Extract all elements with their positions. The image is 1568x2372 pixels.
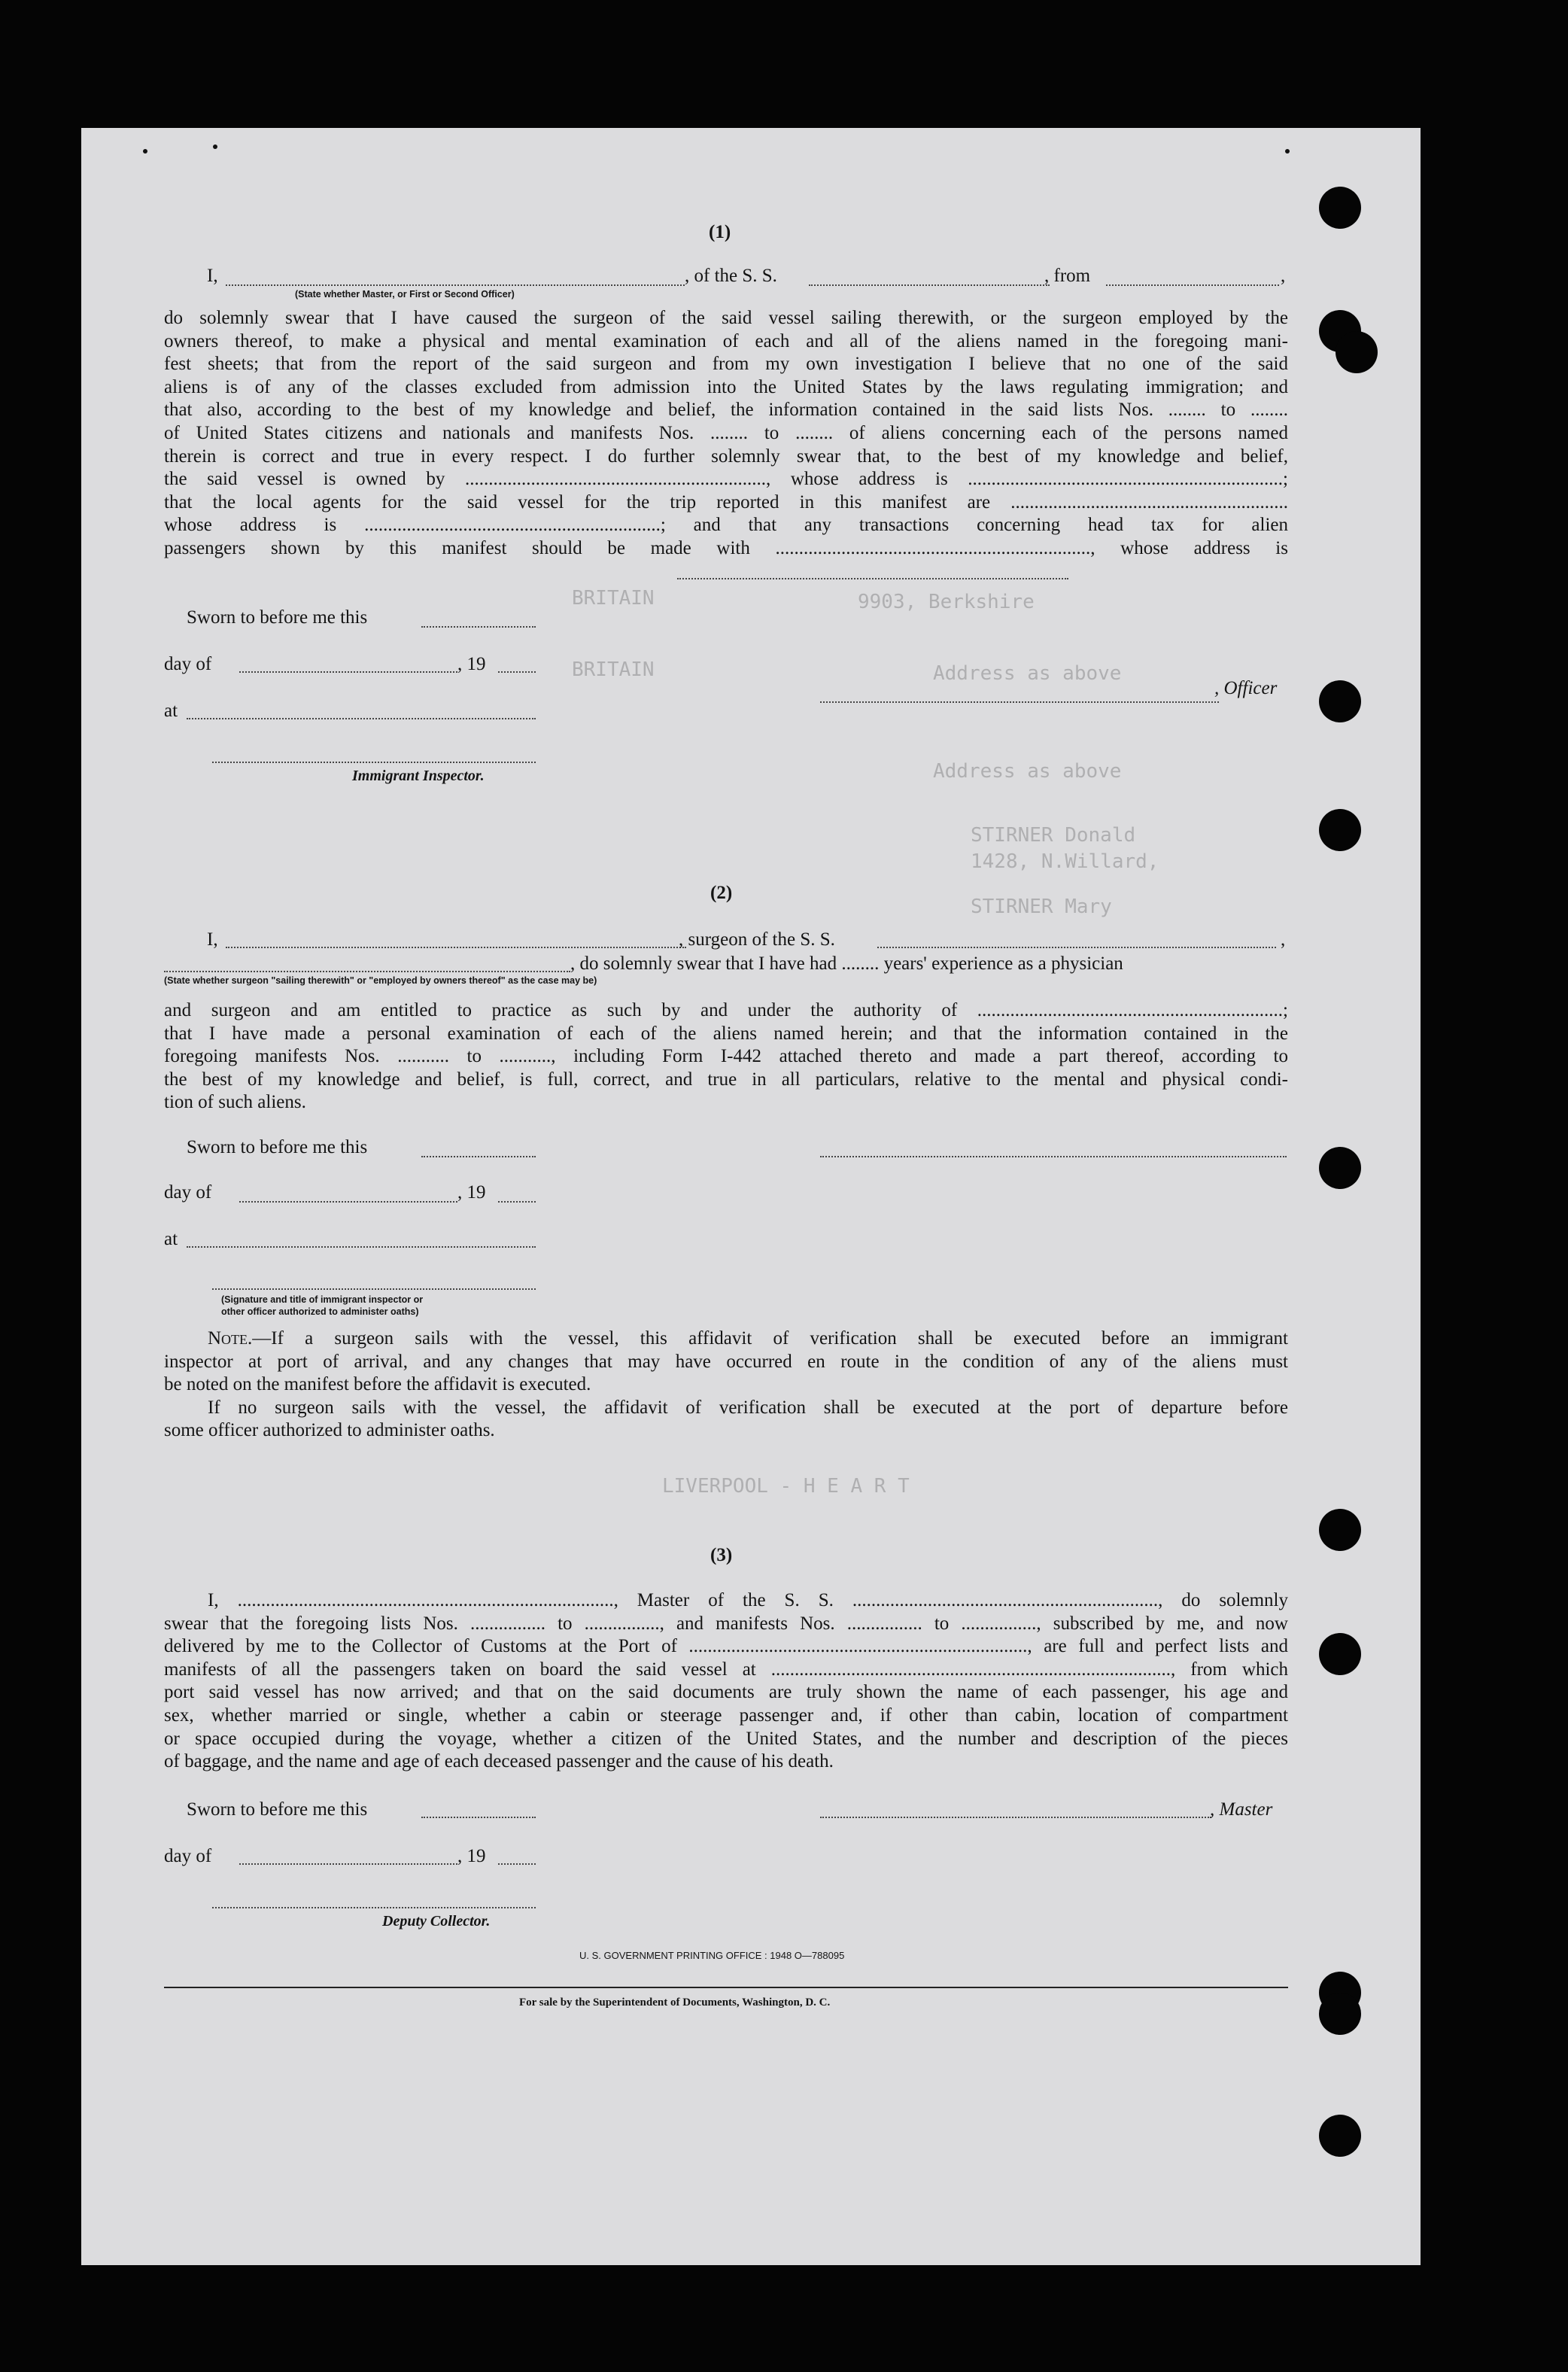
- signature-caption: (Signature and title of immigrant inspector or: [221, 1294, 424, 1305]
- s1-line: fest sheets; that from the report of the said surgeon and from my own investigation I believe that no one of the said: [164, 354, 1288, 375]
- day-of-field[interactable]: [239, 1201, 457, 1203]
- officer-name-field[interactable]: [226, 284, 685, 286]
- s3-line: or space occupied during the voyage, whether a citizen of the United States, and the number and description of the pieces: [164, 1728, 1288, 1749]
- at-field[interactable]: [187, 1246, 536, 1248]
- trailing-comma: ,: [1281, 266, 1286, 286]
- officer-signature-field[interactable]: [820, 701, 1219, 703]
- surgeon-caption: (State whether surgeon "sailing therewith" or "employed by owners thereof" as the case may be): [164, 975, 597, 986]
- master-signature-field[interactable]: [820, 1817, 1211, 1818]
- year-label: , 19: [457, 1846, 486, 1866]
- s3-line: sex, whether married or single, whether a cabin or steerage passenger and, if other than cabin, location of compartment: [164, 1704, 1288, 1726]
- surgeon-signature-field[interactable]: [820, 1156, 1287, 1157]
- s1-line: the said vessel is owned by ................................................................, whose address is ...................................................................;: [164, 469, 1288, 490]
- punch-hole: [1319, 809, 1361, 851]
- section1-paragraph: [164, 307, 1288, 561]
- collector-label: Deputy Collector.: [382, 1913, 491, 1930]
- officer-caption: (State whether Master, or First or Second Officer): [295, 289, 515, 300]
- surgeon-of-label: , surgeon of the S. S.: [679, 929, 835, 950]
- note-line: —If a surgeon sails with the vessel, this affidavit of verification shall be executed before an immigrant: [252, 1328, 1288, 1349]
- at-field[interactable]: [187, 718, 536, 719]
- inspector-signature-field[interactable]: [212, 1288, 536, 1290]
- s1-line: do solemnly swear that I have caused the surgeon of the said vessel sailing therewith, or the surgeon employed by the: [164, 308, 1288, 328]
- year-field[interactable]: [498, 1863, 536, 1865]
- punch-hole: [1319, 1509, 1361, 1551]
- s2-line: the best of my knowledge and belief, is full, correct, and true in all particulars, relative to the mental and physical condi-: [164, 1069, 1288, 1090]
- day-of-label: day of: [164, 1846, 212, 1866]
- s1-line: that also, according to the best of my knowledge and belief, the information contained in the said lists Nos. ........ to ........: [164, 400, 1288, 421]
- note-label: Note.: [208, 1328, 253, 1349]
- surgeon-name-field[interactable]: [226, 947, 686, 948]
- day-of-label: day of: [164, 1182, 212, 1203]
- oath-i-label: I,: [207, 266, 218, 286]
- day-of-field[interactable]: [239, 1863, 457, 1865]
- s2-line: and surgeon and am entitled to practice as such by and under the authority of .................................................................;: [164, 1000, 1288, 1020]
- s3-line: of baggage, and the name and age of each deceased passenger and the cause of his death.: [164, 1751, 834, 1772]
- s2-line: that I have made a personal examination of each of the aliens named herein; and that the information contained in the: [164, 1023, 1288, 1044]
- s3-line: port said vessel has now arrived; and that on the said documents are truly shown the name of each passenger, his age and: [164, 1682, 1288, 1703]
- signature-caption: other officer authorized to administer oaths): [221, 1306, 419, 1317]
- s1-line: passengers shown by this manifest should be made with ..................................................................., whose address is: [164, 537, 1288, 558]
- agent-address-field[interactable]: [677, 578, 1068, 579]
- ship-name-field[interactable]: [809, 284, 1050, 286]
- s3-line: I, ................................................................................, Master of the S. S. ................................................................., do solemnly: [208, 1590, 1288, 1610]
- officer-label: , Officer: [1214, 678, 1278, 698]
- s2-line: tion of such aliens.: [164, 1092, 306, 1113]
- note-line: be noted on the manifest before the affidavit is executed.: [164, 1374, 591, 1395]
- section1-heading: (1): [709, 222, 731, 242]
- section2-heading: (2): [710, 883, 733, 903]
- day-of-label: day of: [164, 654, 212, 674]
- sworn-label: Sworn to before me this: [187, 1799, 368, 1820]
- section3-paragraph: [164, 1589, 1288, 1774]
- surgeon-type-field[interactable]: [164, 971, 570, 972]
- s2-line: foregoing manifests Nos. ........... to ..........., including Form I-442 attached thereto and made a part thereof, according to: [164, 1046, 1288, 1067]
- from-label: , from: [1044, 266, 1091, 286]
- section3-heading: (3): [710, 1545, 733, 1565]
- punch-hole: [1319, 1147, 1361, 1189]
- trailing-comma: ,: [1281, 929, 1286, 950]
- sale-notice: For sale by the Superintendent of Documents, Washington, D. C.: [519, 1996, 831, 2009]
- at-label: at: [164, 701, 178, 721]
- oath-i-label: I,: [207, 929, 218, 950]
- note2-line: If no surgeon sails with the vessel, the affidavit of verification shall be executed at the port of departure before: [208, 1397, 1288, 1418]
- of-ss-label: , of the S. S.: [685, 266, 777, 286]
- inspector-signature-field[interactable]: [212, 762, 536, 763]
- s1-line: that the local agents for the said vessel for the trip reported in this manifest are ...........................................................: [164, 491, 1288, 512]
- s3-line: swear that the foregoing lists Nos. ................ to ................, and manifests Nos. ................ to ................, subscribed by me, and now: [164, 1613, 1288, 1634]
- s1-line: therein is correct and true in every respect. I do further solemnly swear that, to the best of my knowledge and belief,: [164, 446, 1288, 467]
- year-label: , 19: [457, 1182, 486, 1203]
- sworn-date-field[interactable]: [421, 1156, 536, 1157]
- s1-line: whose address is ...............................................................; and that any transactions concerning head tax for alien: [164, 515, 1288, 536]
- gpo-imprint: U. S. GOVERNMENT PRINTING OFFICE : 1948 O—788095: [579, 1950, 845, 1961]
- year-label: , 19: [457, 654, 486, 674]
- s1-line: owners thereof, to make a physical and mental examination of each and all of the aliens named in the foregoing mani-: [164, 330, 1288, 351]
- sworn-label: Sworn to before me this: [187, 1137, 368, 1157]
- master-label: , Master: [1210, 1799, 1273, 1820]
- punch-hole: [1319, 680, 1361, 722]
- note2-line: some officer authorized to administer oaths.: [164, 1420, 495, 1441]
- s3-line: delivered by me to the Collector of Customs at the Port of ........................................................................, are full and perfect lists and: [164, 1636, 1288, 1657]
- solemnly-label: , do solemnly swear that I have had ........ years' experience as a physician: [570, 953, 1123, 974]
- s3-line: manifests of all the passengers taken on board the said vessel at ....................................................................................., from which: [164, 1659, 1288, 1680]
- s1-line: aliens is of any of the classes excluded from admission into the United States by the laws regulating immigration; and: [164, 376, 1288, 397]
- section2-paragraph: [164, 999, 1288, 1115]
- at-label: at: [164, 1229, 178, 1249]
- sworn-date-field[interactable]: [421, 626, 536, 628]
- punch-hole: [1319, 187, 1361, 229]
- punch-hole: [1319, 2115, 1361, 2157]
- sworn-date-field[interactable]: [421, 1817, 536, 1818]
- note-line: inspector at port of arrival, and any changes that may have occurred en route in the condition of any of the aliens must: [164, 1351, 1288, 1372]
- year-field[interactable]: [498, 671, 536, 673]
- surgeon-ship-field[interactable]: [877, 947, 1276, 948]
- inspector-label: Immigrant Inspector.: [352, 768, 485, 784]
- punch-hole: [1336, 331, 1378, 373]
- sworn-label: Sworn to before me this: [187, 607, 368, 628]
- footer-rule: [164, 1987, 1288, 1988]
- s1-line: of United States citizens and nationals and manifests Nos. ........ to ........ of aliens concerning each of the persons named: [164, 422, 1288, 443]
- collector-signature-field[interactable]: [212, 1907, 536, 1908]
- note-paragraph: [164, 1327, 1288, 1443]
- year-field[interactable]: [498, 1201, 536, 1203]
- day-of-field[interactable]: [239, 671, 457, 673]
- punch-hole: [1319, 1633, 1361, 1675]
- from-port-field[interactable]: [1106, 284, 1279, 286]
- punch-hole: [1319, 1993, 1361, 2035]
